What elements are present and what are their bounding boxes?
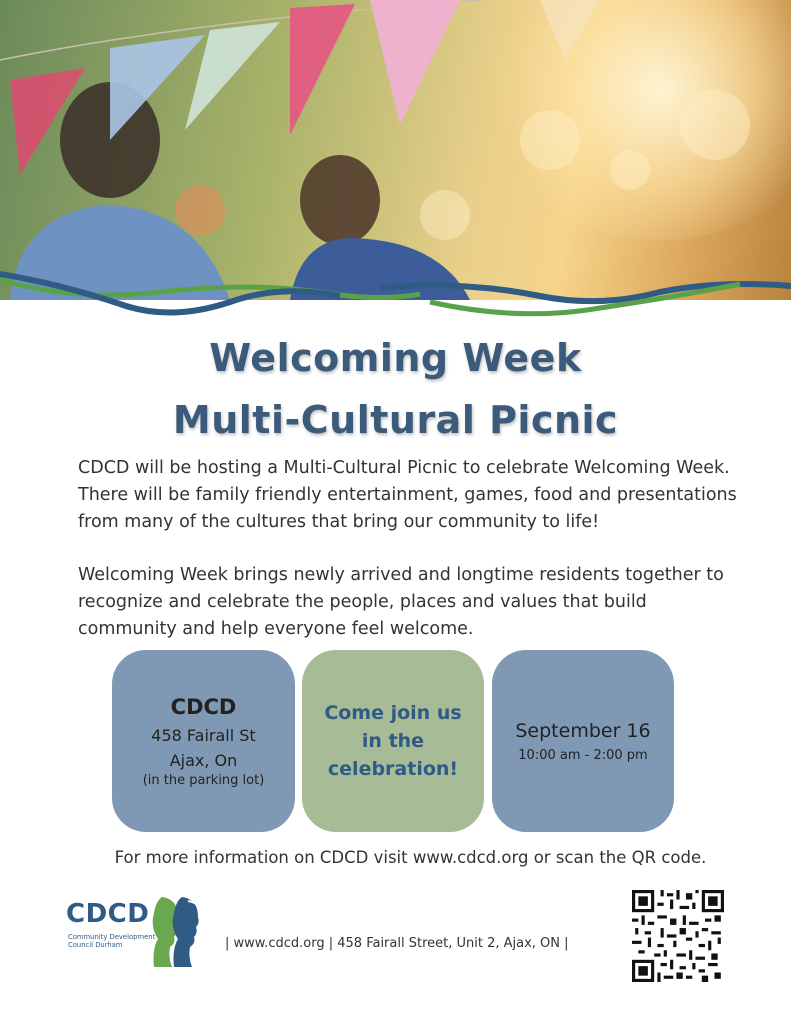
event-time: 10:00 am - 2:00 pm xyxy=(518,747,648,763)
intro-paragraph: CDCD will be hosting a Multi-Cultural Picnic to celebrate Welcoming Week. There will be family friendly entertainment, games, food and presentations from many of the cultures that bring our community to life! xyxy=(78,458,737,532)
location-city: Ajax, On xyxy=(169,750,238,770)
location-name: CDCD xyxy=(170,694,237,719)
hero-photo xyxy=(0,0,791,300)
logo-org-name: Community Development Council Durham xyxy=(68,933,156,949)
title-line-2: Multi-Cultural Picnic xyxy=(172,398,619,442)
location-box xyxy=(112,650,295,832)
call-to-action-text: Come join us in the celebration! xyxy=(324,702,462,780)
qr-code[interactable] xyxy=(632,890,724,982)
logo-letters: CDCD xyxy=(66,899,150,929)
call-to-action-box xyxy=(302,650,484,832)
footer-contact: | www.cdcd.org | 458 Fairall Street, Unit 2, Ajax, ON | xyxy=(225,936,569,951)
cdcd-logo xyxy=(66,893,216,969)
date-box xyxy=(492,650,674,832)
title-line-1: Welcoming Week xyxy=(209,336,582,380)
location-street: 458 Fairall St xyxy=(151,725,256,745)
more-info-text: For more information on CDCD visit www.cdcd.org or scan the QR code. xyxy=(114,848,707,867)
bunting-flags xyxy=(0,0,791,300)
faces-icon xyxy=(148,893,212,969)
wave-ribbon xyxy=(0,262,791,342)
welcoming-week-paragraph: Welcoming Week brings newly arrived and longtime residents together to recognize and celebrate the people, places and values that build community and help everyone feel welcome. xyxy=(78,565,724,639)
event-date: September 16 xyxy=(515,719,651,742)
location-note: (in the parking lot) xyxy=(142,772,265,788)
